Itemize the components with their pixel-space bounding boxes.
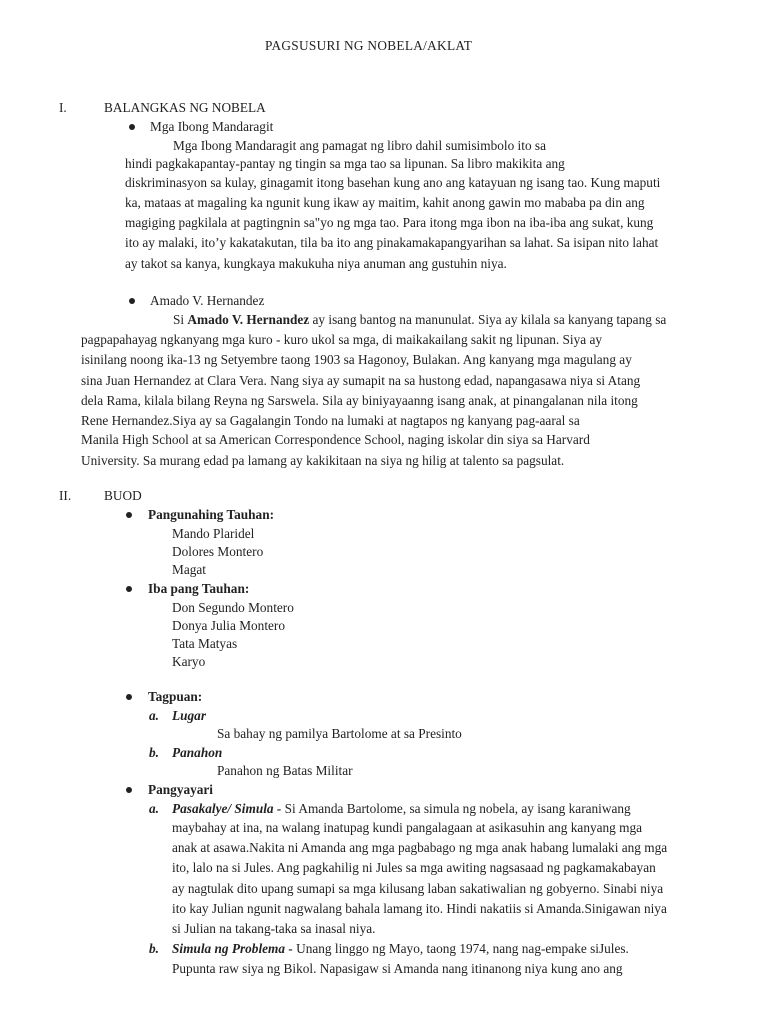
paragraph-line: hindi pagkakapantay-pantay ng tingin sa mga tao sa lipunan. Sa libro makikita ang <box>125 156 565 171</box>
setting-label: Tagpuan: <box>148 689 203 704</box>
character-name: Tata Matyas <box>172 636 238 651</box>
paragraph-line: University. Sa murang edad pa lamang ay kakikitaan na siya ng hilig at talento sa pagsulat. <box>81 453 565 468</box>
setting-place-value: Sa bahay ng pamilya Bartolome at sa Presinto <box>217 726 462 741</box>
paragraph-line: Pupunta raw siya ng Bikol. Napasigaw si Amanda nang itinanong niya kung ano ang <box>172 961 623 976</box>
paragraph-line: isinilang noong ika-13 ng Setyembre taong 1903 sa Hagonoy, Bulakan. Ang kanyang mga magulang ay <box>81 352 632 367</box>
line-text: Si Amanda Bartolome, sa simula ng nobela, ay isang karaniwang <box>284 801 631 816</box>
event-label: Simula ng Problema - <box>172 941 297 956</box>
character-name: Magat <box>172 562 206 577</box>
paragraph-line <box>172 940 629 957</box>
setting-place-label: Lugar <box>172 708 206 723</box>
main-characters-label: Pangunahing Tauhan: <box>148 507 275 522</box>
paragraph-line: ka, mataas at magaling ka ngunit kung ikaw ay maitim, kahit anong gawin mo mababa pa din ang <box>125 195 645 210</box>
bullet-icon <box>126 694 132 700</box>
paragraph-line: Rene Hernandez.Siya ay sa Gagalangin Tondo na lumaki at nagtapos ng kanyang pag-aaral sa <box>81 413 580 428</box>
setting-time-label: Panahon <box>172 745 223 760</box>
list-marker: b. <box>149 745 159 760</box>
paragraph-line: ay takot sa kanya, kungkaya makukuha niya anuman ang gustuhin niya. <box>125 256 507 271</box>
events-label: Pangyayari <box>148 782 214 797</box>
paragraph-line: Manila High School at sa American Correspondence School, naging iskolar din siya sa Harvard <box>81 432 590 447</box>
bullet-icon <box>126 586 132 592</box>
section-numeral-2: II. <box>59 488 72 503</box>
character-name: Dolores Montero <box>172 544 264 559</box>
bullet-icon <box>126 512 132 518</box>
paragraph-line: si Julian na takang-taka sa inasal niya. <box>172 921 376 936</box>
item-label-title: Mga Ibong Mandaragit <box>150 119 274 134</box>
other-characters-label: Iba pang Tauhan: <box>148 581 250 596</box>
bullet-icon <box>129 298 135 304</box>
character-name: Karyo <box>172 654 206 669</box>
item-label-author: Amado V. Hernandez <box>150 293 265 308</box>
paragraph-line: maybahay at ina, na walang inatupag kundi pangalagaan at asikasuhin ang kanyang mga <box>172 820 643 835</box>
setting-time-value: Panahon ng Batas Militar <box>217 763 353 778</box>
paragraph-line: ito kay Julian ngunit nagwalang bahala lamang ito. Hindi nakatiis si Amanda.Sinigawan niya <box>172 901 667 916</box>
list-marker: a. <box>149 801 159 816</box>
list-marker: b. <box>149 941 159 956</box>
paragraph-line: dela Rama, kilala bilang Reyna ng Sarswela. Sila ay biniyayaanng isang anak, at pinangalanan nila itong <box>81 393 638 408</box>
line-text: ay isang bantog na manunulat. Siya ay kilala sa kanyang tapang sa <box>309 312 667 327</box>
list-marker: a. <box>149 708 159 723</box>
paragraph-line <box>172 800 631 817</box>
section-heading-1: BALANGKAS NG NOBELA <box>104 100 266 115</box>
paragraph-line: Mga Ibong Mandaragit ang pamagat ng libro dahil sumisimbolo ito sa <box>173 138 546 153</box>
event-label: Pasakalye/ Simula - <box>172 801 285 816</box>
bullet-icon <box>126 787 132 793</box>
character-name: Don Segundo Montero <box>172 600 294 615</box>
paragraph-line: ay nagtulak dito upang sumapi sa mga kilusang laban sakatiwalian ng gobyerno. Sinabi niya <box>172 881 664 896</box>
document-title: PAGSUSURI NG NOBELA/AKLAT <box>265 38 473 53</box>
character-name: Mando Plaridel <box>172 526 255 541</box>
section-numeral-1: I. <box>59 100 67 115</box>
paragraph-line: sina Juan Hernandez at Clara Vera. Nang siya ay sumapit na sa hustong edad, napangasawa niya si Atang <box>81 373 641 388</box>
paragraph-line <box>173 311 666 328</box>
paragraph-line: anak at asawa.Nakita ni Amanda ang mga pagbabago ng mga anak habang lumalaki ang mga <box>172 840 668 855</box>
paragraph-line: magiging pagkilala at pagtingnin sa"yo ng mga tao. Para itong mga ibon na iba-iba ang sukat, kung <box>125 215 654 230</box>
line-text: Si <box>173 312 188 327</box>
paragraph-line: pagpapahayag ngkanyang mga kuro - kuro ukol sa mga, di maikakailang sakit ng lipunan. Siya ay <box>81 332 603 347</box>
paragraph-line: diskriminasyon sa kulay, ginagamit itong basehan kung ano ang katayuan ng isang tao. Kung maputi <box>125 175 661 190</box>
line-text: Unang linggo ng Mayo, taong 1974, nang nag-empake siJules. <box>296 941 629 956</box>
character-name: Donya Julia Montero <box>172 618 286 633</box>
author-name: Amado V. Hernandez <box>187 312 310 327</box>
paragraph-line: ito, lalo na si Jules. Ang pagkahilig ni Jules sa mga awiting nagsasaad ng pagkamakabayan <box>172 860 656 875</box>
bullet-icon <box>129 124 135 130</box>
paragraph-line: ito ay malaki, ito’y kakatakutan, tila ba ito ang pinakamakapangyarihan sa lahat. Sa isipan nito lahat <box>125 235 659 250</box>
section-heading-2: BUOD <box>104 488 142 503</box>
